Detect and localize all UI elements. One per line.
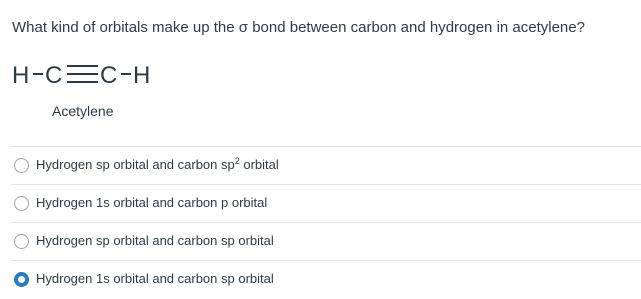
atom-h-left: H	[12, 62, 30, 89]
answer-option-2[interactable]	[11, 184, 641, 222]
answer-label[interactable]	[36, 157, 279, 172]
answer-label[interactable]: Hydrogen 1s orbital and carbon p orbital	[36, 195, 268, 210]
molecule-name-label: Acetylene	[52, 103, 114, 119]
answer-options-list	[11, 146, 641, 298]
radio-button[interactable]	[14, 272, 29, 287]
answer-option-1[interactable]	[11, 146, 641, 184]
question-text: What kind of orbitals make up the σ bond between carbon and hydrogen in acetylene?	[12, 19, 585, 36]
answer-option-3[interactable]	[11, 222, 641, 260]
answer-label-main: Hydrogen sp orbital and carbon sp	[36, 157, 235, 172]
structural-formula	[12, 55, 172, 95]
atom-c-right: C	[100, 62, 118, 89]
atom-c-left: C	[45, 62, 63, 89]
atom-h-right: H	[133, 62, 151, 89]
answer-label[interactable]: Hydrogen 1s orbital and carbon sp orbital	[36, 271, 274, 286]
answer-option-4[interactable]	[11, 260, 641, 298]
acetylene-structure	[12, 55, 172, 95]
radio-button[interactable]	[14, 234, 29, 249]
radio-button[interactable]	[14, 196, 29, 211]
answer-label[interactable]: Hydrogen sp orbital and carbon sp orbital	[36, 233, 274, 248]
answer-label-superscript: 2	[234, 156, 240, 166]
answer-label-suffix: orbital	[239, 157, 279, 172]
radio-button[interactable]	[14, 158, 29, 173]
